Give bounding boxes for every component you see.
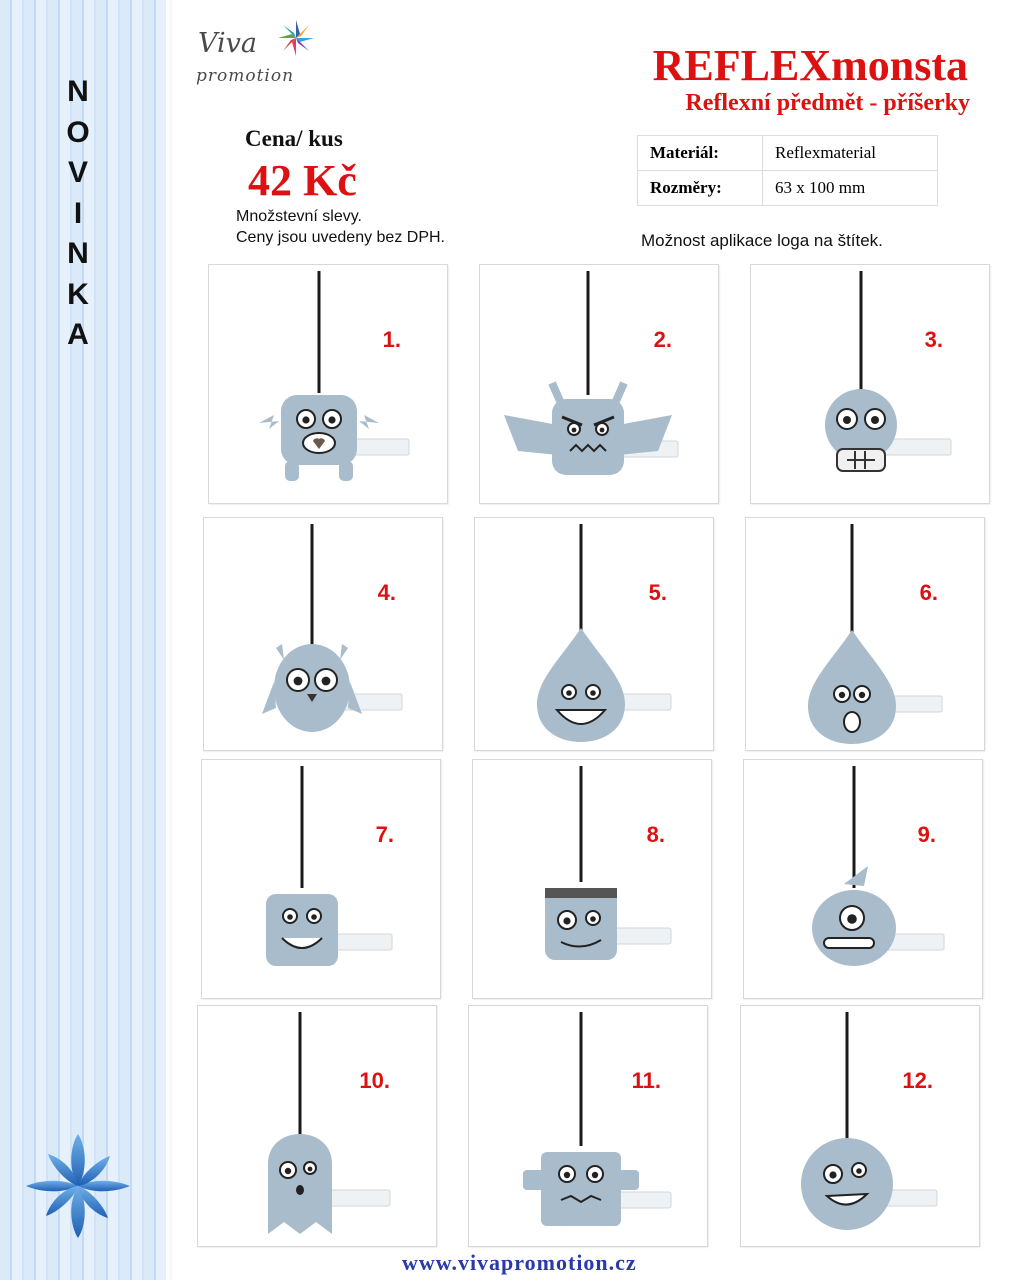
product-number: 5. <box>648 580 667 605</box>
spec-key: Materiál: <box>638 136 763 171</box>
monster-illustration <box>744 760 984 1000</box>
product-card-10 <box>197 1005 437 1247</box>
spec-row <box>638 171 938 206</box>
monster-illustration <box>198 1006 438 1248</box>
spec-row <box>638 136 938 171</box>
monster-illustration <box>751 265 991 505</box>
monster-illustration <box>204 518 444 752</box>
flower-icon <box>22 1132 134 1240</box>
product-number: 6. <box>919 580 938 605</box>
monster-illustration <box>202 760 442 1000</box>
novinka-letter: N <box>67 237 89 270</box>
discount-note: Množstevní slevy. <box>236 208 362 225</box>
product-number: 7. <box>375 822 394 847</box>
monster-illustration <box>469 1006 709 1248</box>
novinka-letter: I <box>73 196 83 230</box>
monster-illustration <box>746 518 986 752</box>
product-card-12 <box>740 1005 980 1247</box>
novinka-letter: A <box>67 318 89 351</box>
logo-viva-text: Viva <box>198 28 258 59</box>
product-number: 1. <box>382 327 401 352</box>
monster-illustration <box>741 1006 981 1248</box>
footer-website-link[interactable]: www.vivapromotion.cz <box>402 1250 637 1275</box>
product-card-1 <box>208 264 448 504</box>
product-card-4 <box>203 517 443 751</box>
product-card-9 <box>743 759 983 999</box>
product-number: 12. <box>902 1068 933 1093</box>
novinka-vertical-text <box>56 72 100 356</box>
product-number: 8. <box>646 822 665 847</box>
product-card-11 <box>468 1005 708 1247</box>
novinka-letter: V <box>67 156 88 189</box>
product-card-2 <box>479 264 719 504</box>
spec-table <box>637 135 938 206</box>
star-icon <box>276 18 316 58</box>
logo-promotion-text: promotion <box>196 66 295 86</box>
price-value: 42 Kč <box>248 156 357 205</box>
monster-illustration <box>480 265 720 505</box>
product-title: REFLEXmonsta <box>652 41 968 90</box>
product-card-8 <box>472 759 712 999</box>
product-card-6 <box>745 517 985 751</box>
product-card-3 <box>750 264 990 504</box>
price-label: Cena/ kus <box>245 126 343 151</box>
product-card-7 <box>201 759 441 999</box>
novinka-letter: O <box>66 115 90 149</box>
monster-illustration <box>475 518 715 752</box>
novinka-letter: N <box>67 75 89 108</box>
product-number: 10. <box>359 1068 390 1093</box>
spec-key: Rozměry: <box>638 171 763 206</box>
product-number: 11. <box>631 1068 661 1093</box>
logo-application-note: Možnost aplikace loga na štítek. <box>641 231 883 250</box>
product-number: 9. <box>917 822 936 847</box>
vat-note: Ceny jsou uvedeny bez DPH. <box>236 229 445 246</box>
spec-value: Reflexmaterial <box>763 136 938 171</box>
product-number: 3. <box>924 327 943 352</box>
spec-value: 63 x 100 mm <box>763 171 938 206</box>
monster-illustration <box>473 760 713 1000</box>
product-subtitle: Reflexní předmět - příšerky <box>685 90 970 116</box>
monster-illustration <box>209 265 449 505</box>
product-number: 2. <box>653 327 672 352</box>
product-number: 4. <box>377 580 396 605</box>
product-card-5 <box>474 517 714 751</box>
novinka-letter: K <box>67 277 89 311</box>
brand-logo <box>192 16 332 96</box>
